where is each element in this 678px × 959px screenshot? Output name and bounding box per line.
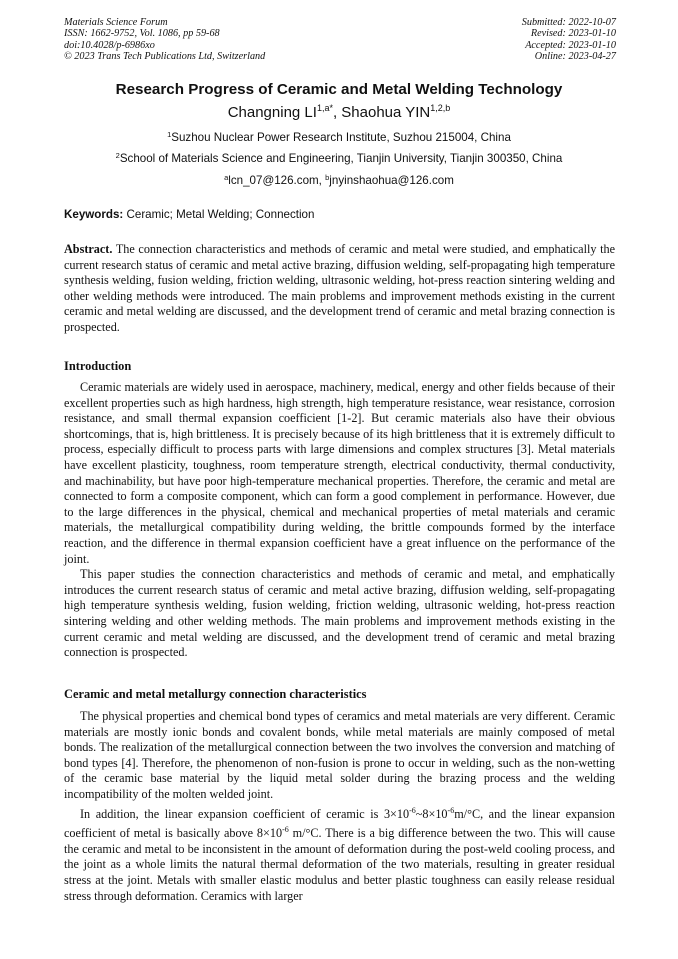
journal-info	[64, 17, 265, 63]
text-run: ~8×10	[415, 806, 448, 821]
abstract	[64, 242, 615, 336]
email-b[interactable]: jnyinshaohua@126.com	[329, 174, 454, 187]
abstract-paragraph	[64, 242, 615, 336]
keywords-label: Keywords:	[64, 208, 124, 221]
email-b-marker: b	[325, 173, 330, 182]
journal-name: Materials Science Forum	[64, 17, 168, 28]
date-revised: Revised: 2023-01-10	[530, 28, 616, 40]
author-line	[0, 104, 678, 121]
exponent: -6	[282, 825, 289, 835]
text-run: m/°C, and the linear expansion coefficient of metal is basically above 8×10	[64, 806, 616, 841]
section-2-paragraph-1: The physical properties and chemical bond types of ceramics and metal materials are very different. Ceramic materials are mostly ionic bonds and covalent bonds, while metal materials are mainly composed of metal bonds. The realization of the metallurgical connection between the two involves the conversion and matching of bond types [4]. Therefore, the phenomenon of non-fusion is prone to occur in welding, such as the non-wetting of the ceramic base material by the liquid metal solder during the brazing process and the welding incompatibility of the molten welded joint.	[64, 709, 615, 801]
exponent: -6	[409, 805, 416, 815]
author-separator: ,	[332, 104, 342, 121]
author-2-affil: 1,2,b	[430, 103, 451, 113]
introduction-heading: Introduction	[64, 359, 132, 373]
date-submitted: Submitted: 2022-10-07	[521, 17, 616, 28]
affiliation-1-text: Suzhou Nuclear Power Research Institute, Suzhou 215004, China	[171, 131, 511, 144]
date-accepted: Accepted: 2023-01-10	[525, 39, 616, 51]
affiliation-2-marker: 2	[115, 151, 120, 160]
section-2-body	[64, 709, 615, 904]
introduction-body	[64, 380, 615, 661]
text-run: In addition, the linear expansion coefficient of ceramic is 3×10	[80, 806, 410, 821]
author-1-affil: 1,a*	[316, 103, 333, 113]
affiliation-1	[0, 131, 678, 144]
date-online: Online: 2023-04-27	[534, 51, 616, 63]
affiliation-2-text: School of Materials Science and Engineering, Tianjin University, Tianjin 300350, China	[119, 152, 563, 165]
introduction-paragraph-1: Ceramic materials are widely used in aerospace, machinery, medical, energy and other fields because of their excellent properties such as high hardness, high strength, high temperature resistance, wear resistance, corrosion resistance, and small thermal expansion coefficient [1-2]. But ceramic materials also have their obvious shortcomings, that is, high brittleness. It is precisely because of its high brittleness that it is extremely difficult to process, especially difficult to process parts with large dimensions and complex structures [3]. Metal materials have excellent plasticity, toughness, room temperature strength, electrical conductivity, thermal conductivity, and machinability, but have poor high-temperature mechanical properties. Therefore, the ceramic and metal are connected to form a composite component, which can form a good complement in performance. However, due to the large differences in the physical, chemical and mechanical properties of metal materials and ceramic materials, the metallurgical compatibility during welding, the brittle compounds formed by the interface reaction, and the difference in thermal expansion coefficient have a great influence on the performance of the joint.	[64, 380, 615, 566]
section-2-paragraph-2	[64, 803, 615, 905]
email-a-marker: a	[224, 173, 229, 182]
journal-copyright: © 2023 Trans Tech Publications Ltd, Switzerland	[64, 51, 266, 63]
affiliation-1-marker: 1	[167, 130, 172, 139]
introduction-paragraph-2: This paper studies the connection characteristics and methods of ceramic and metal, and emphatically introduces the current research status of ceramic and metal active brazing, diffusion welding, self-propagating high temperature synthesis welding, fusion welding, friction welding, ultrasonic welding, hot-press reaction sintering welding and other welding methods. The main problems and improvement methods existing in the current ceramic and metal welding are discussed, and the development trend of ceramic and metal brazing connection is prospected.	[64, 567, 615, 660]
journal-doi: doi:10.4028/p-6986xo	[64, 39, 155, 51]
keywords	[64, 208, 314, 221]
text-run: m/°C. There is a big difference between the two. This will cause the ceramic and metal to be inconsistent in the amount of deformation during the post-weld cooling process, and the joint as a whole limits the natural thermal deformation of the two materials, resulting in greater residual stress at the joint. Metals with smaller elastic modulus and better plastic toughness can easily release residual stress through deformation. Ceramics with larger	[64, 826, 615, 903]
author-emails	[0, 174, 678, 187]
author-1: Changning LI	[227, 104, 317, 121]
abstract-text: The connection characteristics and methods of ceramic and metal were studied, and emphatically the current research status of ceramic and metal active brazing, diffusion welding, self-propagating high temperature synthesis welding, fusion welding, friction welding, ultrasonic welding, hot-press reaction sintering welding and other welding methods were introduced. The main problems and improvement methods existing in the current ceramic and metal welding are discussed, and the development trend of ceramic and metal brazing connection is prospected.	[64, 242, 615, 334]
abstract-label: Abstract.	[64, 242, 113, 256]
keywords-text: Ceramic; Metal Welding; Connection	[123, 208, 315, 221]
section-2-heading: Ceramic and metal metallurgy connection characteristics	[64, 687, 367, 701]
exponent: -6	[447, 805, 455, 815]
submission-dates	[522, 17, 616, 63]
affiliation-2	[0, 152, 678, 165]
email-a[interactable]: lcn_07@126.com,	[228, 174, 326, 187]
author-2: Shaohua YIN	[341, 104, 431, 121]
paper-title: Research Progress of Ceramic and Metal Welding Technology	[115, 81, 563, 98]
journal-issn: ISSN: 1662-9752, Vol. 1086, pp 59-68	[64, 28, 220, 40]
